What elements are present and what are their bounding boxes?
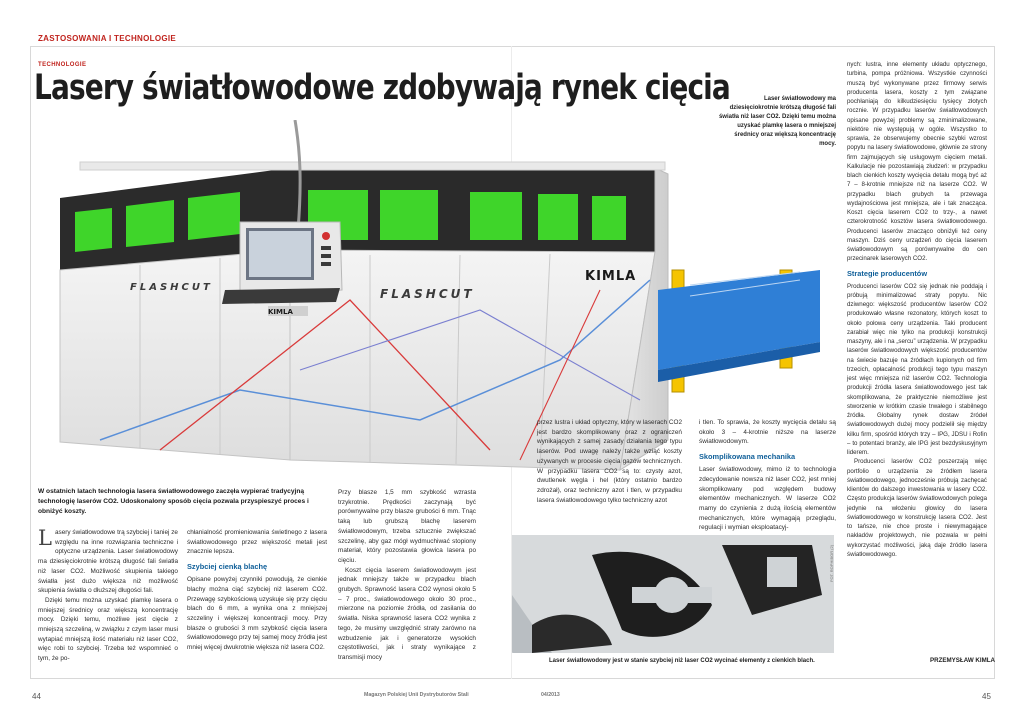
text-column-6 xyxy=(847,60,987,559)
brand-logo-main: KIMLA xyxy=(585,269,637,284)
brand-logo-panel: KIMLA xyxy=(268,308,293,316)
article-lead: W ostatnich latach technologia lasera światłowodowego zaczęła wypierać tradycyjną technologię laserów CO2. Udoskonalony sposób cięcia pozwala przyspieszyć proces i obniżyć koszty. xyxy=(38,488,309,515)
photo-caption: Laser światłowodowy ma dziesięciokrotnie krótszą długość fali światła niż laser CO2. Dzięki temu można uzyskać plamkę lasera o mniejszej średnicy oraz większą koncentrację mocy. xyxy=(718,96,836,147)
text-column-5 xyxy=(699,418,836,533)
sheet-caption: Laser światłowodowy jest w stanie szybciej niż laser CO2 wycinać elementy z cienkich blach. xyxy=(549,658,815,664)
article-title: Lasery światłowodowe zdobywają rynek cięcia xyxy=(34,68,730,108)
col6-paragraph-1: nych: lustra, inne elementy układu optycznego, turbina, pompa próżniowa. Wszystkie czynności muszą być wykonywane przez firmowy serwis producenta lasera, koszty z tym związane pochłaniają do kilkudziesięciu tysięcy złotych rocznie. W przypadku laserów światłowodowych opisane powyżej problemy są zminimalizowane, niektóre nie występują w ogóle. Wszystko to sprawia, że obserwujemy obecnie szybki wzrost popytu na lasery światłowodowe, głównie ze strony firm zajmujących się usługowym cięciem metali. Kalkulacje nie pozostawiają złudzeń: w przypadku blach cienkich koszty wycięcia detalu mogą być aż 7 – 8-krotnie mniejsze niż na laserze CO2. W przypadku blach grubych ta przewaga wydajnościowa jest mniejsza, ale i tak znacząca. Koszt cięcia laserem CO2 to trzy-, a nawet czterokrotność kosztów lasera światłowodowego. Producenci laserów znacząco obniżyli też ceny maszyn. Dziś ceny urządzeń do cięcia laserem światłowodowym są porównywalne do cen przecinarek laserowych CO2. xyxy=(847,61,987,263)
col5-paragraph-2: Laser światłowodowy, mimo iż to technologia zdecydowanie nowsza niż laser CO2, jest mniej skomplikowany pod względem budowy elementów mechanicznych. W laserze CO2 mamy do czynienia z dużą ilością elementów mechanicznych, które wymagają przeglądu, regulacji i wymian eksploatacyj- xyxy=(699,466,836,532)
col2-paragraph-1: chłanialność promieniowania świetlnego z lasera światłowodowego przez większość metali jest znacznie lepsza. xyxy=(187,529,327,556)
col5-paragraph-1: i tlen. To sprawia, że koszty wycięcia detalu są około 3 – 4-krotnie niższe na laserze światłowodowym. xyxy=(699,419,836,446)
section-header: ZASTOSOWANIA I TECHNOLOGIE xyxy=(38,34,177,43)
subheading-mechanika: Skomplikowana mechanika xyxy=(699,452,796,462)
col6-paragraph-2: Producenci laserów CO2 się jednak nie poddają i próbują minimalizować straty popytu. Nic dziwnego: większość producentów laserów CO2 produkowało własne rezonatory, których koszt to około połowa ceny urządzenia. Taki producent zarabiał więc nie tylko na produkcji konstrukcji maszyny, ale i na „sercu” urządzenia. W przypadku laserów światłowodowych większość producentów na świecie bazuje na źródłach kupionych od firm trzecich, opłacalność produkcji tego typu maszyn jest więc mniejsza niż laserów CO2. Technologia produkcji źródła lasera światłowodowego jest tak skomplikowana, że praktycznie niemożliwe jest stworzenie w krótkim czasie trwałego i stabilnego źródła. Globalny rynek dostaw źródeł światłowodowych dużej mocy podzielił się między kilku firm, spośród których trzy – IPG, JDSU i Rofin – to potentaci branży, ale IPG jest bezdyskusyjnym liderem. xyxy=(847,282,987,456)
footer-magazine: Magazyn Polskiej Unii Dystrybutorów Stali xyxy=(364,692,469,698)
col3-paragraph-1: Przy blasze 1,5 mm szybkość wzrasta trzykrotnie. Prędkości zaczynają być porównywalne przy blasze grubości 6 mm. Tnąc taką lub grubszą blachę laserem światłowodowym, trzeba sztucznie zwiększać szczelinę, aby gaz mógł wydmuchiwać stopiony materiał, który pozostawia głowica lasera po cięciu. xyxy=(338,489,476,564)
subheading-strategie: Strategie producentów xyxy=(847,268,928,278)
control-panel xyxy=(222,222,342,316)
cut-sheet-photo xyxy=(512,535,834,653)
col1-paragraph-1: asery światłowodowe trą szybciej i taniej ze względu na inne rozwiązania techniczne i optyczne urządzenia. Laser światłowodowy ma dziesięciokrotnie krótszą długość fali światła niż laser CO2. Możliwość skupienia takiego światła jest dużo większa niż możliwość skupienia światła o dłuższej długości fali. xyxy=(38,529,178,595)
subheading-szybciej: Szybciej cienką blachę xyxy=(187,562,268,572)
col2-paragraph-2: Opisane powyżej czynniki powodują, że cienkie blachy można ciąć szybciej niż laserem CO2. Przewagę szybkościową uzyskuje się przy cięciu blach do 6 mm, a wynika ona z mniejszej szczeliny i większej koncentracji mocy. Przy blasze o grubości 3 mm szybkość cięcia lasera światłowodowego przy tej samej mocy źródła jest mniej więcej dwukrotnie większa niż lasera CO2. xyxy=(187,576,327,652)
text-column-1 xyxy=(38,528,178,664)
model-logo-main: FLASHCUT xyxy=(380,287,475,301)
article-kicker: TECHNOLOGIE xyxy=(38,62,87,68)
page-number-right: 45 xyxy=(982,692,991,701)
footer-issue: 04/2013 xyxy=(541,692,560,698)
text-column-3 xyxy=(338,488,476,663)
drop-cap: L xyxy=(38,526,52,550)
author-signature: PRZEMYSŁAW KIMLA xyxy=(930,657,995,664)
loading-table xyxy=(658,270,820,392)
page-number-left: 44 xyxy=(32,692,41,701)
model-logo-left: FLASHCUT xyxy=(130,282,213,293)
col6-paragraph-3: Producenci laserów CO2 poszerzają więc portfolio o urządzenia ze źródłem lasera światłowodowego, jednocześnie próbują zachęcać klientów do dalszego inwestowania w lasery CO2. Często produkcja laserów światłowodowych polega jedynie na włożeniu głowicy do lasera światłowodowego w konstrukcję lasera CO2. Jest to tańsze, nie chce proste i niewymagające nakładów projektowych, nie pozwala w pełni wykorzystać możliwości, jaką daje źródło lasera światłowodowego. xyxy=(847,458,987,558)
col1-paragraph-2: Dzięki temu można uzyskać plamkę lasera o mniejszej średnicy oraz większą koncentrację mocy. Dzięki temu, możliwe jest cięcie z mniejszą szczeliną, w związku z czym laser musi wytapiać mniejszą ilość materiału niż laser CO2, więc robi to szybciej. Trzeba też wspomnieć o tym, że po- xyxy=(38,596,178,663)
col4-paragraph-1: przez lustra i układ optyczny, który w laserach CO2 jest bardzo skomplikowany oraz z ograniczeń wynikających z samej zasady działania tego typu laserów. Pod uwagę należy także wziąć koszty używanych w procesie cięcia gazów technicznych. W przypadku lasera CO2 są to: czysty azot, dwutlenek węgla i hel (który ostatnio bardzo zdrożał), oraz techniczny azot i tlen, w przypadku lasera światłowodowego tylko techniczny azot xyxy=(537,419,682,504)
text-column-2 xyxy=(187,528,327,653)
text-column-4 xyxy=(537,418,682,505)
col3-paragraph-2: Koszt cięcia laserem światłowodowym jest jednak mniejszy także w przypadku blach grubych. Sprawność lasera CO2 wynosi około 5 – 7 proc., światłowodowego około 30 proc., mierzone na poziomie źródła, od zasilania do światła. Niska sprawność lasera CO2 wynika z tego, że musimy uwzględnić straty zarówno na wzbudzenie jak i generatorze wysokich częstotliwości, jak i straty wynikające z transmisji mocy xyxy=(338,566,476,661)
photo-credit: FOT. ROPHIBOR (2) xyxy=(829,544,834,582)
